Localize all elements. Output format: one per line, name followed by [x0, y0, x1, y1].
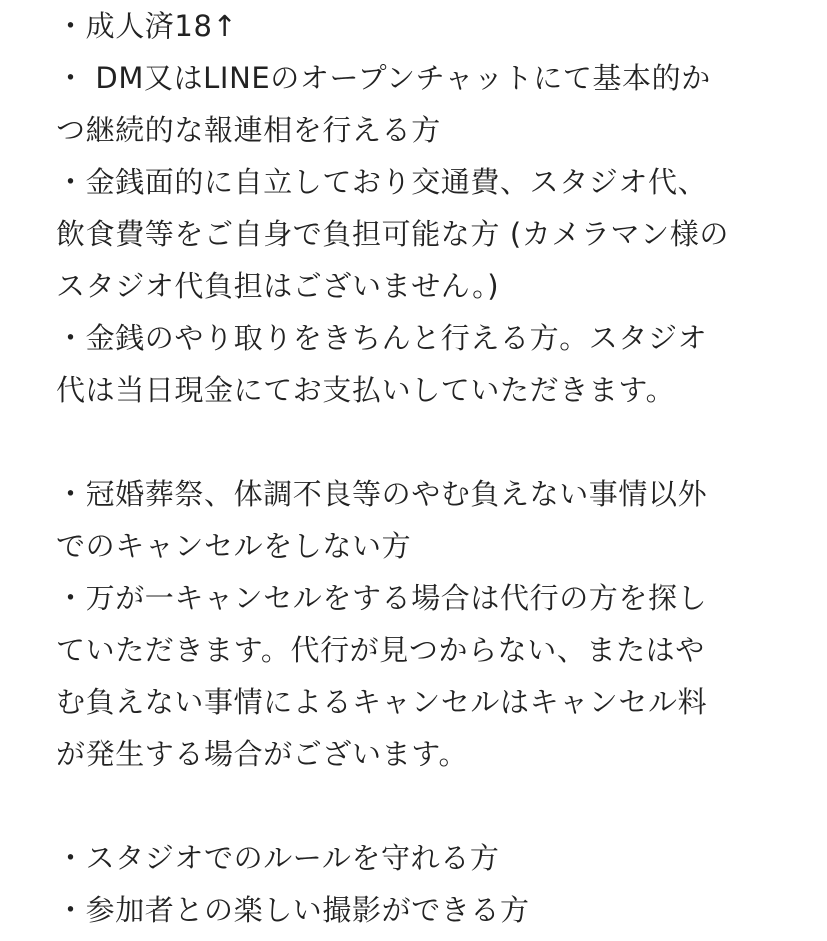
- text-line: ・ DM又はLINEのオープンチャットにて基本的か: [56, 61, 711, 95]
- text-line: ・万が一キャンセルをする場合は代行の方を探し: [56, 581, 708, 615]
- text-line: つ継続的な報連相を行える方: [56, 113, 441, 147]
- blank-line: [56, 780, 816, 832]
- requirements-text: [56, 0, 816, 936]
- text-line: でのキャンセルをしない方: [56, 529, 412, 563]
- text-line: 代は当日現金にてお支払いしていただきます。: [56, 373, 676, 407]
- text-line: ・成人済18↑: [56, 9, 238, 43]
- text-line: ・参加者との楽しい撮影ができる方: [56, 893, 530, 927]
- text-line: ・スタジオでのルールを守れる方: [56, 841, 500, 875]
- text-line: ・冠婚葬祭、体調不良等のやむ負えない事情以外: [56, 477, 708, 511]
- text-line: スタジオ代負担はございません。): [56, 269, 500, 303]
- blank-line: [56, 416, 816, 468]
- text-line: ・金銭面的に自立しており交通費、スタジオ代、: [56, 165, 708, 199]
- text-line: 飲食費等をご自身で負担可能な方 (カメラマン様の: [56, 217, 729, 251]
- text-line: ・金銭のやり取りをきちんと行える方。スタジオ: [56, 321, 708, 355]
- text-line: が発生する場合がございます。: [56, 737, 469, 771]
- text-line: ていただきます。代行が見つからない、またはや: [56, 633, 705, 667]
- text-line: む負えない事情によるキャンセルはキャンセル料: [56, 685, 708, 719]
